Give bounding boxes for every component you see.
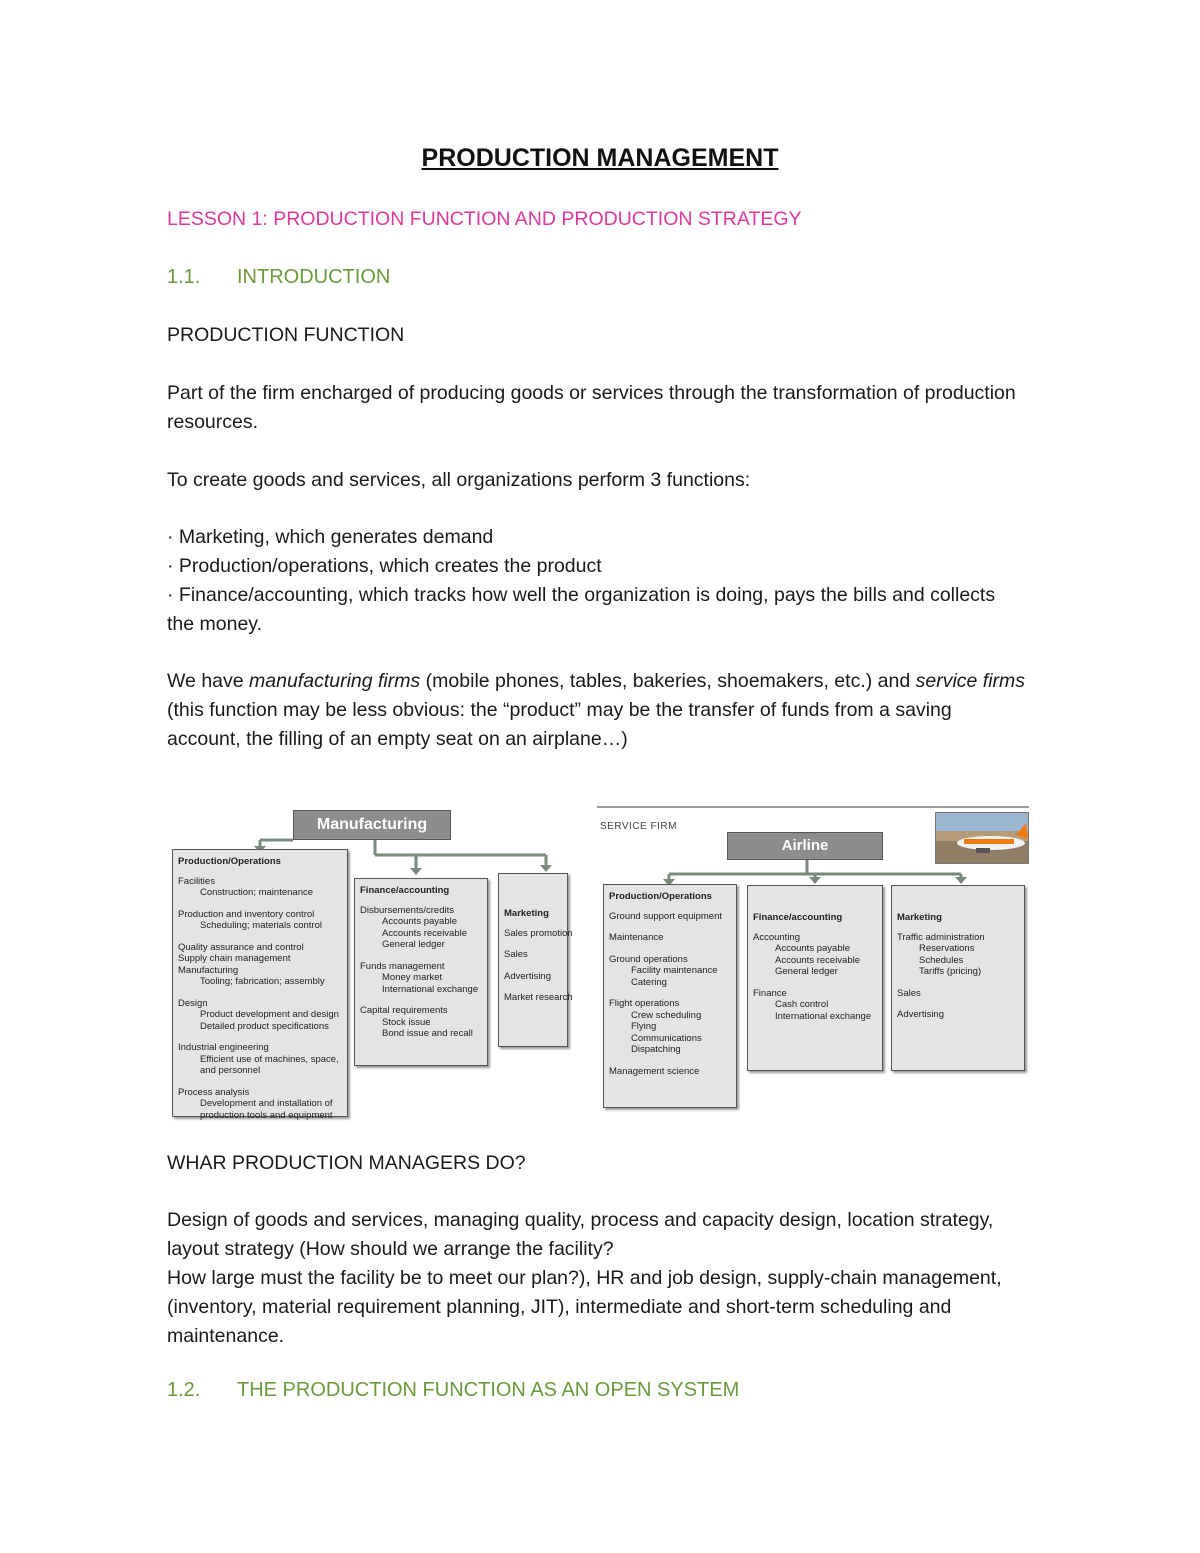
diagram-line: Dispatching xyxy=(631,1044,681,1055)
diagram-line: Accounting xyxy=(753,931,801,943)
list-item: · Production/operations, which creates the product xyxy=(167,555,602,577)
list-item: · Finance/accounting, which tracks how well the organization is doing, pays the bills and collects the money. xyxy=(167,584,996,635)
mfg-production-box xyxy=(172,849,348,1121)
document-title: PRODUCTION MANAGEMENT xyxy=(421,144,779,172)
airline-header: Airline xyxy=(727,832,883,860)
diagram-line: Flight operations xyxy=(609,998,680,1009)
diagram-line: Tooling; fabrication; assembly xyxy=(200,976,325,987)
section-heading-1-1 xyxy=(167,266,390,289)
diagram-line: Communications xyxy=(631,1032,702,1044)
diagram-line: Accounts payable xyxy=(775,943,850,954)
diagram-line: Schedules xyxy=(919,954,964,966)
paragraph-line: Design of goods and services, managing quality, process and capacity design, location strategy, layout strategy (How should we arrange the facility? xyxy=(167,1209,994,1260)
box-title: Marketing xyxy=(897,912,942,923)
section-title: THE PRODUCTION FUNCTION AS AN OPEN SYSTEM xyxy=(237,1379,740,1401)
box-title: Marketing xyxy=(504,908,549,919)
diagram-line: Industrial engineering xyxy=(178,1042,269,1053)
diagram-line: Maintenance xyxy=(609,932,664,943)
diagram-line: Reservations xyxy=(919,943,975,954)
section-title: INTRODUCTION xyxy=(237,266,391,288)
diagram-line: Accounts payable xyxy=(382,916,457,927)
diagram-line: production tools and equipment xyxy=(200,1109,333,1121)
diagram-line: Funds management xyxy=(360,960,445,972)
diagram-line: Development and installation of xyxy=(200,1098,333,1109)
box-lines xyxy=(178,876,342,1122)
diagram-line: International exchange xyxy=(775,1010,872,1022)
diagram-line: Catering xyxy=(631,976,667,988)
diagram-line: Tariffs (pricing) xyxy=(919,966,982,977)
svc-production-box xyxy=(603,884,737,1108)
diagram-line: Efficient use of machines, space, xyxy=(200,1053,339,1065)
manufacturing-diagram xyxy=(168,808,573,1121)
diagram-line: Detailed product specifications xyxy=(200,1020,329,1032)
diagram-line: Management science xyxy=(609,1065,700,1077)
diagram-line: Flying xyxy=(631,1021,657,1032)
box-title: Finance/accounting xyxy=(753,912,843,923)
diagram-line: Ground support equipment xyxy=(609,910,723,922)
diagram-line: Stock issue xyxy=(382,1016,431,1028)
service-firm-label: SERVICE FIRM xyxy=(600,821,677,832)
box-title: Production/Operations xyxy=(609,891,712,902)
bullet-list xyxy=(167,523,1027,639)
diagram-line: Facilities xyxy=(178,875,215,887)
subheading-production-function: PRODUCTION FUNCTION xyxy=(167,324,405,346)
list-item: · Marketing, which generates demand xyxy=(167,526,494,548)
box-lines xyxy=(609,911,731,1078)
diagram-line: General ledger xyxy=(775,966,838,977)
mfg-marketing-box xyxy=(498,873,573,1047)
section-number: 1.2. xyxy=(167,1379,201,1401)
diagram-line: Sales xyxy=(897,987,921,999)
text-run-italic: service firms xyxy=(915,670,1026,692)
diagram-line: Quality assurance and control xyxy=(178,941,304,953)
lesson-heading: LESSON 1: PRODUCTION FUNCTION AND PRODUCTION STRATEGY xyxy=(167,208,802,230)
diagram-line: Accounts receivable xyxy=(775,954,861,966)
box-title: Production/Operations xyxy=(178,856,281,867)
diagram-line: Process analysis xyxy=(178,1086,250,1098)
text-run: We have xyxy=(167,670,250,692)
diagram-line: Advertising xyxy=(897,1009,944,1020)
diagram-line: Sales xyxy=(504,949,528,960)
paragraph-managers xyxy=(167,1206,1012,1351)
diagram-line: International exchange xyxy=(382,983,479,995)
diagram-line: Bond issue and recall xyxy=(382,1028,473,1039)
section-heading-1-2 xyxy=(167,1379,739,1402)
subheading-managers: WHAR PRODUCTION MANAGERS DO? xyxy=(167,1152,526,1174)
diagram-line: Facility maintenance xyxy=(631,965,718,976)
svc-finance-box xyxy=(747,885,883,1071)
diagram-line: Ground operations xyxy=(609,953,688,965)
diagram-line: Advertising xyxy=(504,970,551,982)
section-number: 1.1. xyxy=(167,266,201,288)
diagram-line: Scheduling; materials control xyxy=(200,920,322,931)
diagram-line: General ledger xyxy=(382,939,445,950)
manufacturing-header: Manufacturing xyxy=(293,810,451,840)
service-firm-diagram xyxy=(597,806,1031,1112)
diagram-line: Capital requirements xyxy=(360,1005,448,1016)
box-lines xyxy=(897,932,1019,1021)
diagram-line: Design xyxy=(178,997,208,1009)
diagram-line: Crew scheduling xyxy=(631,1009,702,1021)
diagram-line: Product development and design xyxy=(200,1009,339,1020)
diagram-line: Accounts receivable xyxy=(382,927,468,939)
box-title: Finance/accounting xyxy=(360,885,450,896)
diagram-line: Traffic administration xyxy=(897,931,985,943)
text-run: (this function may be less obvious: the “product” may be the transfer of funds from a saving account, the filling of an empty seat on an airplane…) xyxy=(167,699,952,750)
box-lines xyxy=(360,905,482,1040)
box-lines xyxy=(504,927,573,1004)
paragraph-firm-types xyxy=(167,667,1027,754)
diagram-line: Supply chain management xyxy=(178,953,291,964)
svc-marketing-box xyxy=(891,885,1025,1071)
diagram-line: Money market xyxy=(382,972,443,983)
diagram-line: Construction; maintenance xyxy=(200,887,314,898)
text-run-italic: manufacturing firms xyxy=(249,670,421,692)
text-run: (mobile phones, tables, bakeries, shoemakers, etc.) and xyxy=(420,670,916,692)
paragraph-definition: Part of the firm encharged of producing goods or services through the transformation of production resources. xyxy=(167,382,1016,433)
diagram-line: and personnel xyxy=(200,1065,261,1076)
diagram-line: Production and inventory control xyxy=(178,908,315,920)
paragraph-line: How large must the facility be to meet our plan?), HR and job design, supply-chain management, (inventory, material requirement planning, JIT), intermediate and short-term scheduling and maintenance. xyxy=(167,1267,1002,1347)
diagram-line: Market research xyxy=(504,992,573,1003)
diagram-line: Manufacturing xyxy=(178,964,239,976)
diagram-line: Sales promotion xyxy=(504,927,573,939)
diagram-line: Disbursements/credits xyxy=(360,904,454,916)
diagram-line: Finance xyxy=(753,987,787,999)
diagram-line: Cash control xyxy=(775,999,829,1010)
paragraph-functions-intro: To create goods and services, all organizations perform 3 functions: xyxy=(167,469,751,491)
box-lines xyxy=(753,932,877,1023)
mfg-finance-box xyxy=(354,878,488,1066)
